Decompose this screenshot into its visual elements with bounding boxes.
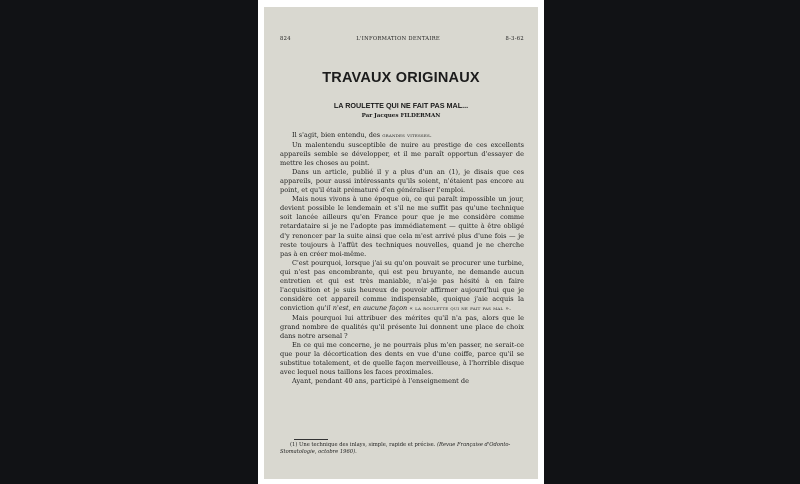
page-number: 824 <box>280 36 291 42</box>
smallcaps-quote: « la roulette qui ne fait pas mal ». <box>409 305 512 312</box>
italic-phrase: qu'il n'est, en aucune façon <box>316 303 408 312</box>
paragraph-2: Un malentendu susceptible de nuire au prestige de ces excellents appareils semble se développer, et il me paraît opportun d'essayer de mettre les choses au point. <box>280 141 524 168</box>
smallcaps-phrase: grandes vitesses. <box>382 133 432 139</box>
paragraph-4: Mais nous vivons à une époque où, ce qui paraît impossible un jour, devient possible le lendemain et s'il ne me suffit pas qu'une technique soit lancée ailleurs qu'en France pour que je me considère comme retardataire si je ne l'adopte pas immédiatement — quitte à être obligé d'y renoncer par la suite ainsi que cela m'est arrivé plus d'une fois — je reste toujours à l'affût des techniques nouvelles, quand je ne cherche pas à en créer moi-même. <box>280 195 524 258</box>
paragraph-1: Il s'agit, bien entendu, des grandes vitesses. <box>292 131 432 139</box>
footnote-source: (Revue Française d'Odonto-Stomatologie, octobre 1960). <box>280 442 511 455</box>
issue-date: 8-3-62 <box>505 36 524 42</box>
footnote-divider <box>294 439 328 440</box>
section-title: TRAVAUX ORIGINAUX <box>322 70 480 86</box>
paragraph-7: En ce qui me concerne, je ne pourrais plus m'en passer, ne serait-ce que pour la décortication des dents en vue d'une coiffe, parce qu'il se substitue totalement, et de quelle façon merveilleuse, à l'horrible disque avec lequel nous taillons les faces proximales. <box>280 341 524 377</box>
paragraph-8: Ayant, pendant 40 ans, participé à l'enseignement de <box>292 377 469 386</box>
running-head <box>280 36 524 42</box>
paragraph-6: Mais pourquoi lui attribuer des mérites qu'il n'a pas, alors que le grand nombre de qualités qu'il présente lui donnent une place de choix dans notre arsenal ? <box>280 313 524 341</box>
article-body <box>280 131 524 386</box>
article-title: LA ROULETTE QUI NE FAIT PAS MAL... <box>333 101 469 110</box>
document-page <box>264 7 538 479</box>
paragraph-3: Dans un article, publié il y a plus d'un an (1), je disais que ces appareils, pour aussi intéressants qu'ils soient, n'étaient pas encore au point, et qu'il était prématuré d'en généraliser l'emploi. <box>280 168 524 195</box>
paragraph-5: C'est pourquoi, lorsque j'ai su qu'on pouvait se procurer une turbine, qui n'est pas encombrante, qui est peu bruyante, ne demande aucun entretien et qui est très maniable, n'ai-je pas hésité à en faire l'acquisition et je suis heureux de pouvoir affirmer aujourd'hui que je considère cet appareil comme indispensable, quoique j'aie acquis la conviction qu'il n'est, en aucune façon « la roulette qui ne fait pas mal ». <box>280 258 524 312</box>
article-byline: Par Jacques FILDERMAN <box>361 113 441 119</box>
journal-name: L'INFORMATION DENTAIRE <box>356 36 440 42</box>
footnote: (1) Une technique des inlays, simple, rapide et précise. (Revue Française d'Odonto-Stomatologie, octobre 1960). <box>280 442 511 455</box>
